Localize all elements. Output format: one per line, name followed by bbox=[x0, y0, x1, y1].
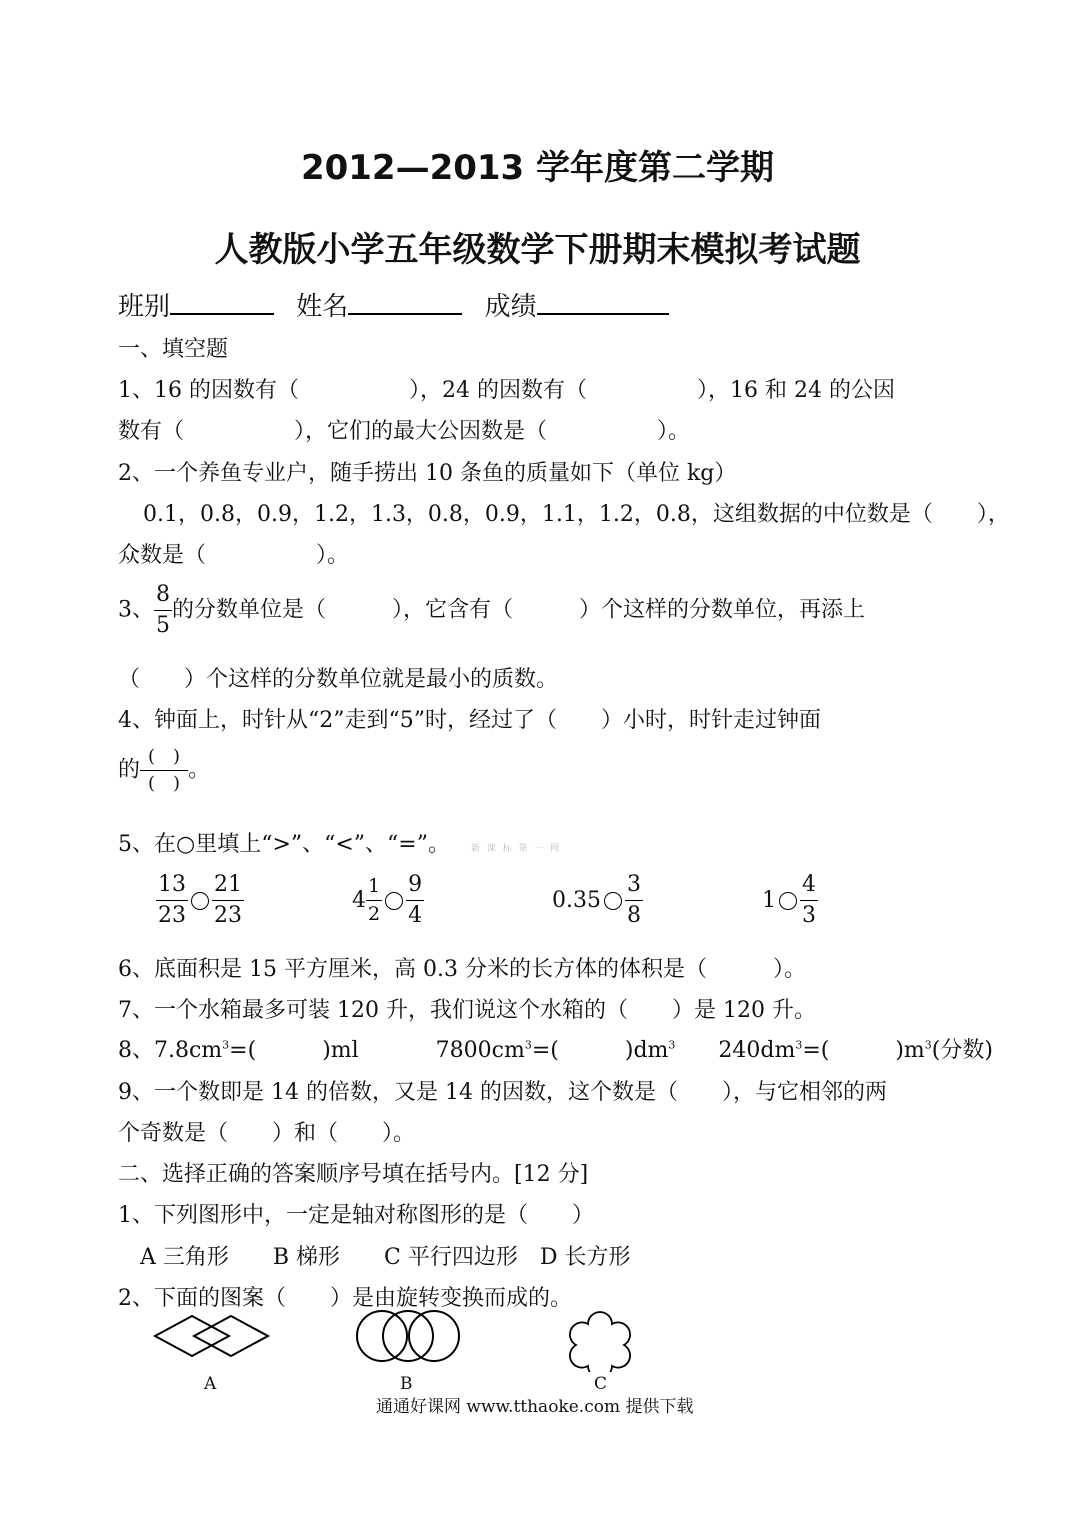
fraction-numerator: 1 bbox=[366, 877, 382, 901]
compare-circle[interactable] bbox=[604, 892, 622, 910]
q4-prefix: 的 bbox=[118, 757, 141, 783]
mixed-whole: 4 bbox=[352, 888, 366, 913]
fraction-denominator: 23 bbox=[214, 903, 242, 928]
fraction-numerator: ( ) bbox=[140, 748, 188, 771]
option-label-b: B bbox=[400, 1374, 413, 1394]
watermark: 新 课 标 第 一 网 bbox=[470, 844, 562, 854]
q8-part5: 240dm bbox=[718, 1038, 796, 1063]
diamonds-figure-a bbox=[150, 1310, 280, 1362]
q8-part4: =( )dm bbox=[531, 1038, 669, 1063]
superscript: 3 bbox=[924, 1038, 932, 1052]
option-label-c: C bbox=[594, 1374, 608, 1394]
q5-item-2 bbox=[352, 874, 424, 927]
q4-suffix: 。 bbox=[188, 757, 211, 783]
name-label: 姓名 bbox=[296, 292, 349, 322]
fraction-numerator: 3 bbox=[625, 874, 643, 901]
q8-part3: 7800cm bbox=[435, 1038, 525, 1063]
decimal-value: 0.35 bbox=[552, 888, 601, 913]
student-info-row bbox=[118, 286, 669, 323]
q3-line1 bbox=[118, 584, 865, 637]
fraction-numerator: 13 bbox=[156, 874, 188, 901]
name-field[interactable] bbox=[348, 289, 462, 315]
class-field[interactable] bbox=[170, 289, 274, 315]
score-field[interactable] bbox=[537, 289, 669, 315]
q8 bbox=[118, 1033, 993, 1064]
class-label: 班别 bbox=[118, 292, 171, 322]
compare-circle[interactable] bbox=[385, 892, 403, 910]
q7: 7、一个水箱最多可装 120 升，我们说这个水箱的（ ）是 120 升。 bbox=[118, 998, 816, 1023]
superscript: 3 bbox=[668, 1038, 676, 1052]
section1-heading: 一、填空题 bbox=[118, 337, 229, 362]
q8-part7: (分数) bbox=[931, 1038, 993, 1063]
q5-item-3 bbox=[552, 874, 643, 927]
circles-figure-b bbox=[352, 1308, 464, 1364]
q9-line1: 9、一个数即是 14 的倍数，又是 14 的因数，这个数是（ ），与它相邻的两 bbox=[118, 1080, 887, 1105]
q5-text: 5、在○里填上“>”、“<”、“=”。 bbox=[118, 832, 450, 857]
fraction-denominator: 4 bbox=[408, 903, 423, 928]
footer-text: 通通好课网 www.tthaoke.com 提供下载 bbox=[376, 1397, 694, 1417]
q8-part1: 8、7.8cm bbox=[118, 1038, 223, 1063]
s2-q1: 1、下列图形中，一定是轴对称图形的是（ ） bbox=[118, 1203, 594, 1228]
q3-fraction bbox=[154, 584, 172, 637]
q3-line2: （ ）个这样的分数单位就是最小的质数。 bbox=[118, 667, 559, 692]
s2-q2: 2、下面的图案（ ）是由旋转变换而成的。 bbox=[118, 1286, 572, 1311]
q5-line bbox=[118, 827, 561, 858]
compare-circle[interactable] bbox=[779, 892, 797, 910]
compare-circle[interactable] bbox=[191, 892, 209, 910]
fraction-denominator: 23 bbox=[158, 903, 186, 928]
fraction-numerator: 9 bbox=[406, 874, 424, 901]
superscript: 3 bbox=[524, 1038, 532, 1052]
q5-item-4 bbox=[762, 874, 818, 927]
q1-line1: 1、16 的因数有（ ），24 的因数有（ ），16 和 24 的公因 bbox=[118, 378, 895, 403]
q2-line2: 0.1，0.8，0.9，1.2，1.3，0.8，0.9，1.1，1.2，0.8，这组数据的中位数是（ ）， bbox=[143, 502, 1010, 527]
score-label: 成绩 bbox=[484, 292, 537, 322]
flower-figure-c bbox=[562, 1300, 638, 1372]
fraction-denominator: 5 bbox=[156, 613, 170, 638]
fraction-numerator: 21 bbox=[212, 874, 244, 901]
q2-line1: 2、一个养鱼专业户，随手捞出 10 条鱼的质量如下（单位 kg） bbox=[118, 461, 737, 486]
option-label-a: A bbox=[204, 1374, 217, 1394]
title-line-1: 2012—2013 学年度第二学期 bbox=[300, 148, 775, 188]
fraction-numerator: 4 bbox=[800, 874, 818, 901]
q1-line2: 数有（ ），它们的最大公因数是（ ）。 bbox=[118, 419, 691, 444]
q8-part2: =( )ml bbox=[229, 1038, 359, 1063]
q3-rest: 的分数单位是（ ），它含有（ ）个这样的分数单位，再添上 bbox=[172, 597, 866, 623]
superscript: 3 bbox=[222, 1038, 230, 1052]
title-line-2: 人教版小学五年级数学下册期末模拟考试题 bbox=[214, 230, 861, 270]
fraction-denominator: 8 bbox=[626, 903, 641, 928]
fraction-numerator: 8 bbox=[154, 584, 172, 611]
q9-line2: 个奇数是（ ）和（ ）。 bbox=[118, 1121, 416, 1146]
superscript: 3 bbox=[795, 1038, 803, 1052]
s2-q1-options: A 三角形 B 梯形 C 平行四边形 D 长方形 bbox=[140, 1245, 631, 1270]
q2-line3: 众数是（ ）。 bbox=[118, 543, 350, 568]
q8-part6: =( )m bbox=[802, 1038, 925, 1063]
q6: 6、底面积是 15 平方厘米，高 0.3 分米的长方体的体积是（ ）。 bbox=[118, 957, 806, 982]
q4-fraction-blank[interactable] bbox=[140, 748, 188, 793]
section2-heading: 二、选择正确的答案顺序号填在括号内。[12 分] bbox=[118, 1162, 589, 1187]
q4-line2 bbox=[118, 748, 210, 793]
fraction-denominator: ( ) bbox=[148, 773, 181, 794]
q4-line1: 4、钟面上，时针从“2”走到“5”时，经过了（ ）小时，时针走过钟面 bbox=[118, 708, 821, 733]
whole-value: 1 bbox=[762, 888, 776, 913]
fraction-denominator: 3 bbox=[802, 903, 816, 928]
q3-prefix: 3、 bbox=[118, 597, 154, 623]
q5-item-1 bbox=[156, 874, 244, 927]
fraction-denominator: 2 bbox=[368, 903, 381, 925]
